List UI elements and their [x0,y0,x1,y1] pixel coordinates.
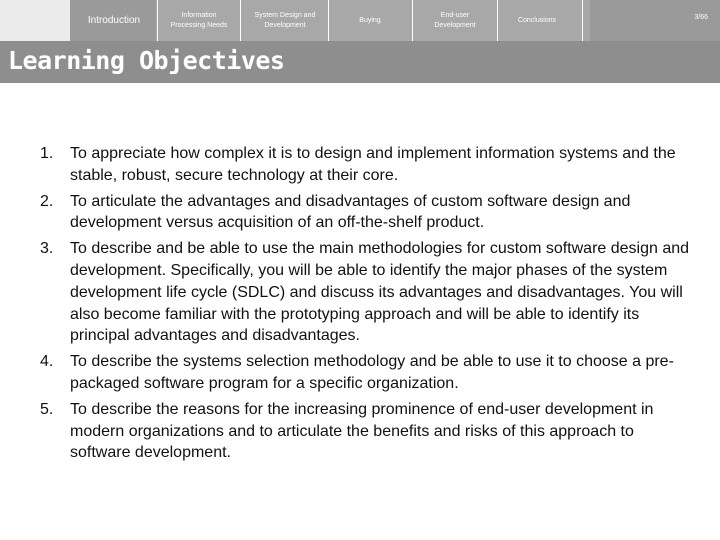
objective-text: To articulate the advantages and disadvantages of custom software design and development versus acquisition of an off-the-shelf product. [70,192,631,232]
objective-item [40,143,690,186]
nav-tab-end-user-development[interactable]: End-user Development [434,11,476,29]
objective-item [40,238,690,347]
objective-item [40,399,690,464]
objective-item [40,351,690,394]
objectives-list [40,143,690,468]
objective-number: 3. [40,240,54,258]
objective-item [40,191,690,234]
nav-divider [328,0,329,41]
nav-divider [582,0,583,41]
page-indicator: 3/66 [694,14,708,21]
objective-text: To appreciate how complex it is to design and implement information systems and the stable, robust, secure technology at their core. [70,145,676,184]
nav-divider [497,0,498,41]
nav-divider [157,0,158,41]
objective-text: To describe the reasons for the increasing prominence of end-user development in modern organizations and to articulate the benefits and risks of this approach to software development. [70,400,654,462]
nav-divider [240,0,241,41]
nav-divider [412,0,413,41]
objective-number: 2. [40,192,54,210]
nav-tab-conclusions[interactable]: Conclusions [517,16,557,24]
nav-tab-introduction[interactable]: Introduction [87,14,141,26]
objective-number: 4. [40,353,54,371]
objective-number: 5. [40,400,54,418]
nav-tab-system-design-and-development[interactable]: System Design and Development [254,11,316,29]
nav-tab-buying[interactable]: Buying [359,16,381,24]
nav-tab-information-processing-needs[interactable]: Information Processing Needs [170,11,228,29]
objective-text: To describe the systems selection methodology and be able to use it to choose a pre-packaged software program for a specific organization. [70,353,674,392]
objective-text: To describe and be able to use the main methodologies for custom software design and development. Specifically, you will be able to identify the major phases of the system development life cycle (SDLC) and discuss its advantages and disadvantages. You will also become familiar with the prototyping approach and will be able to identify its principal advantages and disadvantages. [70,240,690,345]
slide-title: Learning Objectives [8,46,285,75]
top-navigation [0,0,720,41]
objective-number: 1. [40,145,54,162]
